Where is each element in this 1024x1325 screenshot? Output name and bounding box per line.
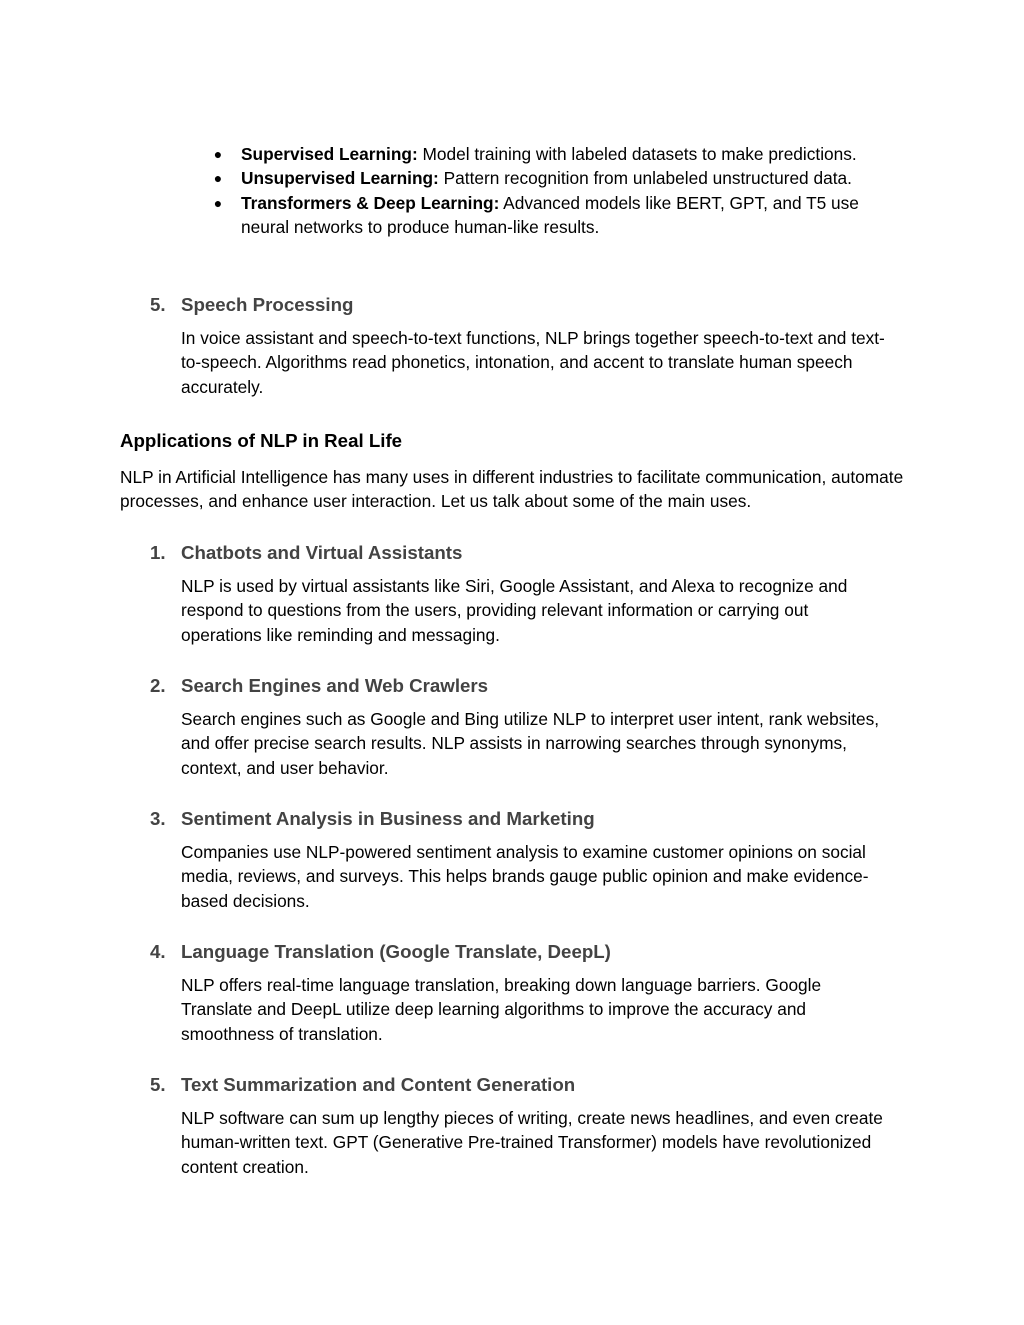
item-heading <box>150 940 890 964</box>
bullet-dot-icon: ● <box>213 170 223 187</box>
application-item <box>150 807 890 913</box>
bullet-item <box>210 142 910 166</box>
item-title: Language Translation (Google Translate, DeepL) <box>181 941 611 962</box>
item-body: Companies use NLP-powered sentiment analysis to examine customer opinions on social media, reviews, and surveys. This helps brands gauge public opinion and make evidence-based decisions. <box>181 842 869 911</box>
item-heading <box>150 293 890 317</box>
item-title: Chatbots and Virtual Assistants <box>181 542 463 563</box>
section-heading: Applications of NLP in Real Life <box>120 430 403 451</box>
application-item <box>150 541 890 647</box>
item-number: 1. <box>150 542 166 563</box>
bullet-item <box>210 191 910 240</box>
bullet-dot-icon: ● <box>213 194 223 211</box>
bullet-text: Advanced models like BERT, GPT, and T5 use neural networks to produce human-like results. <box>241 192 859 238</box>
item-heading <box>150 674 890 698</box>
section-intro: NLP in Artificial Intelligence has many uses in different industries to facilitate communication, automate processes, and enhance user interaction. Let us talk about some of the main uses. <box>120 467 904 512</box>
bullet-term: Supervised Learning: <box>241 144 418 164</box>
item-number: 3. <box>150 808 166 829</box>
application-item <box>150 674 890 780</box>
item-title: Text Summarization and Content Generation <box>181 1074 576 1095</box>
bullet-item <box>210 166 910 190</box>
bullet-text: Pattern recognition from unlabeled unstructured data. <box>438 168 852 189</box>
item-body: In voice assistant and speech-to-text functions, NLP brings together speech-to-text and text-to-speech. Algorithms read phonetics, intonation, and accent to translate human speech accurately. <box>181 328 885 397</box>
item-number: 4. <box>150 941 166 962</box>
speech-processing-item <box>150 293 890 399</box>
item-title: Sentiment Analysis in Business and Marketing <box>181 808 595 829</box>
application-item <box>150 940 890 1046</box>
item-number: 5. <box>150 1074 166 1095</box>
item-heading <box>150 541 890 565</box>
item-title: Speech Processing <box>181 294 354 315</box>
item-body: NLP is used by virtual assistants like Siri, Google Assistant, and Alexa to recognize and respond to questions from the users, providing relevant information or carrying out operations like reminding and messaging. <box>181 576 848 645</box>
bullet-term: Unsupervised Learning: <box>241 168 439 189</box>
item-body: NLP offers real-time language translation, breaking down language barriers. Google Translate and DeepL utilize deep learning algorithms to improve the accuracy and smoothness of translation. <box>181 975 822 1044</box>
item-body: Search engines such as Google and Bing utilize NLP to interpret user intent, rank websites, and offer precise search results. NLP assists in narrowing searches through synonyms, context, and user behavior. <box>181 709 880 778</box>
item-heading <box>150 1073 890 1097</box>
item-heading <box>150 807 890 831</box>
item-body: NLP software can sum up lengthy pieces of writing, create news headlines, and even create human-written text. GPT (Generative Pre-trained Transformer) models have revolutionized content creation. <box>181 1108 883 1177</box>
application-item <box>150 1073 890 1179</box>
bullet-term: Transformers & Deep Learning: <box>241 192 500 213</box>
technique-bullet-list <box>210 142 910 240</box>
item-number: 2. <box>150 675 166 696</box>
item-title: Search Engines and Web Crawlers <box>181 675 489 696</box>
bullet-text: Model training with labeled datasets to make predictions. <box>417 144 857 164</box>
item-number: 5. <box>150 294 166 315</box>
bullet-dot-icon: ● <box>213 146 223 162</box>
